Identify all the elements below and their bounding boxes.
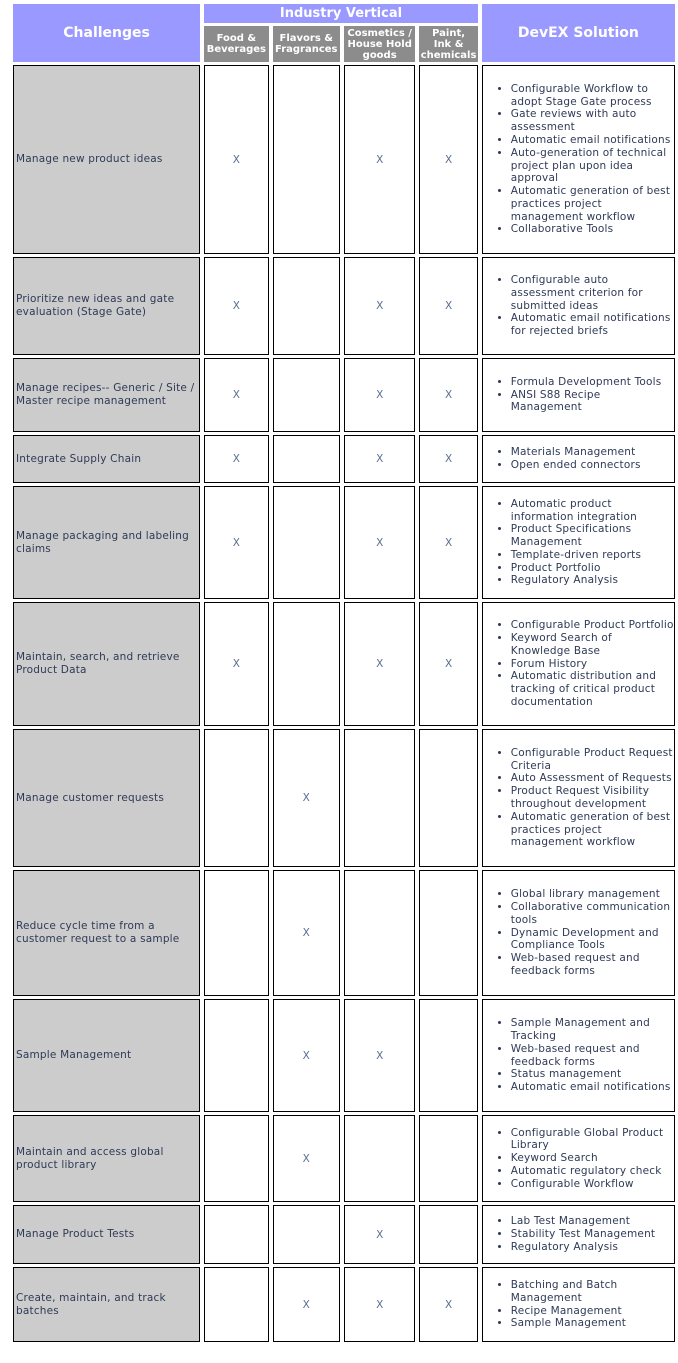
solution-list (483, 747, 674, 849)
solution-cell (482, 358, 675, 432)
solution-item: • Automatic distribution and tracking of critical product documentation (511, 670, 674, 708)
vertical-mark-cell (273, 358, 340, 432)
solution-item: • Gate reviews with auto assessment (511, 108, 674, 134)
challenge-cell: Manage customer requests (13, 729, 200, 867)
table-row (13, 486, 675, 599)
solution-item: • Template-driven reports (511, 549, 674, 562)
x-mark: X (376, 453, 384, 465)
solution-item: • ANSI S88 Recipe Management (511, 389, 674, 415)
vertical-mark-cell (419, 358, 477, 432)
vertical-mark-cell (419, 1205, 477, 1264)
solution-item: • Automatic email notifications (511, 1081, 674, 1094)
table-row (13, 1115, 675, 1202)
solution-item: • Global library management (511, 888, 674, 901)
x-mark: X (376, 1049, 384, 1062)
table-row (13, 257, 675, 355)
vertical-mark-cell (273, 65, 340, 254)
solution-list (483, 376, 674, 414)
solution-cell (482, 999, 675, 1112)
vertical-mark-cell (344, 1115, 415, 1202)
x-mark: X (232, 389, 240, 401)
solution-item: • Sample Management and Tracking (511, 1017, 674, 1043)
vertical-mark-cell (204, 1115, 268, 1202)
x-mark: X (302, 1049, 310, 1062)
solution-item: • Status management (511, 1068, 674, 1081)
vertical-mark-cell (273, 257, 340, 355)
x-mark: X (444, 658, 453, 670)
solution-item: • Web-based request and feedback forms (511, 1043, 674, 1069)
solution-item: • Stability Test Management (511, 1228, 674, 1241)
solution-item: • Regulatory Analysis (511, 574, 674, 587)
challenge-cell: Manage recipes-- Generic / Site / Master recipe management (13, 358, 200, 432)
solution-item: • Product Specifications Management (511, 523, 674, 549)
vertical-mark-cell (419, 999, 477, 1112)
x-mark: X (444, 453, 453, 465)
header-vertical-paint-ink-chemicals: Paint, Ink & chemicals (420, 27, 477, 61)
solution-item: • Automatic generation of best practices project management workflow (511, 185, 674, 223)
vertical-mark-cell (204, 999, 268, 1112)
solution-item: • Formula Development Tools (511, 376, 674, 389)
x-mark: X (376, 153, 384, 166)
solution-cell (482, 729, 675, 867)
solution-item: • Configurable Workflow (511, 1178, 674, 1191)
solution-item: • Product Portfolio (511, 562, 674, 575)
vertical-mark-cell (419, 1267, 477, 1342)
header-vertical-flavors-fragrances: Flavors & Fragrances (273, 26, 340, 62)
solution-item: • Collaborative communication tools (511, 901, 674, 927)
table-row (13, 435, 675, 483)
vertical-mark-cell (204, 602, 268, 726)
solution-item: • Batching and Batch Management (511, 1279, 674, 1305)
vertical-mark-cell (204, 358, 268, 432)
solution-cell (482, 870, 675, 996)
solution-list (483, 446, 674, 472)
x-mark: X (444, 300, 453, 312)
solution-item: • Configurable auto assessment criterion for submitted ideas (511, 274, 674, 312)
table-row (13, 729, 675, 867)
vertical-mark-cell (204, 729, 268, 867)
solution-item: • Auto-generation of technical project plan upon idea approval (511, 147, 674, 185)
solution-cell (482, 257, 675, 355)
vertical-mark-cell (273, 1205, 340, 1264)
vertical-mark-cell (273, 729, 340, 867)
vertical-mark-cell (419, 870, 477, 996)
vertical-mark-cell (273, 870, 340, 996)
challenge-cell: Reduce cycle time from a customer request to a sample (13, 870, 200, 996)
table-row (13, 1205, 675, 1264)
table-row (13, 870, 675, 996)
challenge-cell: Manage new product ideas (13, 65, 200, 254)
x-mark: X (376, 1298, 384, 1311)
table-body (13, 65, 675, 1342)
header-devex-solution: DevEX Solution (482, 4, 675, 62)
solution-item: • Automatic email notifications (511, 134, 674, 147)
x-mark: X (232, 536, 240, 549)
x-mark: X (376, 300, 384, 312)
vertical-mark-cell (204, 870, 268, 996)
table-row (13, 65, 675, 254)
solution-item: • Automatic generation of best practices project management workflow (511, 811, 674, 849)
solution-item: • Open ended connectors (511, 459, 674, 472)
table-row (13, 1267, 675, 1342)
solution-item: • Product Request Visibility throughout development (511, 785, 674, 811)
vertical-mark-cell (344, 358, 415, 432)
x-mark: X (232, 300, 240, 312)
header-industry-vertical: Industry Vertical (204, 4, 478, 23)
x-mark: X (444, 389, 453, 401)
solution-item: • Lab Test Management (511, 1215, 674, 1228)
vertical-mark-cell (419, 486, 477, 599)
vertical-mark-cell (273, 999, 340, 1112)
solution-item: • Sample Management (511, 1317, 674, 1330)
solution-item: • Collaborative Tools (511, 223, 674, 236)
vertical-mark-cell (204, 65, 268, 254)
header-vertical-food-beverages: Food & Beverages (204, 26, 268, 62)
vertical-mark-cell (344, 1205, 415, 1264)
solution-list (483, 1215, 674, 1253)
vertical-mark-cell (419, 1115, 477, 1202)
x-mark: X (302, 1298, 310, 1311)
solution-item: • Automatic product information integration (511, 498, 674, 524)
vertical-mark-cell (344, 602, 415, 726)
solution-list (483, 83, 674, 237)
vertical-mark-cell (344, 729, 415, 867)
vertical-mark-cell (419, 602, 477, 726)
solution-cell (482, 486, 675, 599)
vertical-mark-cell (344, 1267, 415, 1342)
solution-list (483, 1279, 674, 1330)
header-vertical-cosmetics-household: Cosmetics / House Hold goods (344, 26, 415, 62)
solution-item: • Automatic regulatory check (511, 1165, 674, 1178)
vertical-mark-cell (204, 257, 268, 355)
x-mark: X (232, 153, 240, 166)
solution-list (483, 274, 674, 338)
vertical-mark-cell (204, 1267, 268, 1342)
vertical-mark-cell (273, 602, 340, 726)
solution-cell (482, 602, 675, 726)
solution-cell (482, 65, 675, 254)
solution-list (483, 888, 674, 978)
solution-cell (482, 435, 675, 483)
vertical-mark-cell (344, 870, 415, 996)
solution-list (483, 498, 674, 588)
vertical-mark-cell (344, 435, 415, 483)
vertical-mark-cell (419, 435, 477, 483)
solution-item: • Regulatory Analysis (511, 1241, 674, 1254)
solution-item: • Keyword Search of Knowledge Base (511, 632, 674, 658)
vertical-mark-cell (344, 999, 415, 1112)
challenge-cell: Prioritize new ideas and gate evaluation (Stage Gate) (13, 257, 200, 355)
solution-item: • Forum History (511, 658, 674, 671)
challenges-solutions-table (9, 1, 678, 1345)
table-row (13, 999, 675, 1112)
table-row (13, 358, 675, 432)
vertical-mark-cell (344, 65, 415, 254)
solution-item: • Dynamic Development and Compliance Tools (511, 927, 674, 953)
solution-item: • Auto Assessment of Requests (511, 772, 674, 785)
vertical-mark-cell (273, 1267, 340, 1342)
vertical-mark-cell (273, 486, 340, 599)
x-mark: X (376, 1228, 384, 1241)
x-mark: X (376, 389, 384, 401)
solution-item: • Configurable Product Request Criteria (511, 747, 674, 773)
vertical-mark-cell (344, 257, 415, 355)
solution-cell (482, 1115, 675, 1202)
header-challenges: Challenges (13, 4, 200, 62)
challenge-cell: Maintain and access global product library (13, 1115, 200, 1202)
vertical-mark-cell (204, 435, 268, 483)
challenge-cell: Integrate Supply Chain (13, 435, 200, 483)
table-row (13, 602, 675, 726)
vertical-mark-cell (344, 486, 415, 599)
vertical-mark-cell (204, 1205, 268, 1264)
challenge-cell: Sample Management (13, 999, 200, 1112)
solution-item: • Configurable Global Product Library (511, 1127, 674, 1153)
solution-item: • Automatic email notifications for rejected briefs (511, 312, 674, 338)
vertical-mark-cell (204, 486, 268, 599)
x-mark: X (376, 658, 384, 670)
vertical-mark-cell (419, 257, 477, 355)
vertical-mark-cell (273, 435, 340, 483)
x-mark: X (302, 792, 310, 804)
solution-item: • Materials Management (511, 446, 674, 459)
solution-cell (482, 1205, 675, 1264)
solution-item: • Keyword Search (511, 1152, 674, 1165)
solution-item: • Configurable Product Portfolio (511, 619, 674, 632)
vertical-mark-cell (419, 65, 477, 254)
solution-item: • Web-based request and feedback forms (511, 952, 674, 978)
x-mark: X (302, 927, 310, 939)
x-mark: X (232, 658, 240, 670)
x-mark: X (232, 453, 240, 465)
vertical-mark-cell (273, 1115, 340, 1202)
solution-cell (482, 1267, 675, 1342)
challenge-cell: Create, maintain, and track batches (13, 1267, 200, 1342)
x-mark: X (302, 1152, 310, 1165)
solution-list (483, 1127, 674, 1191)
x-mark: X (444, 536, 453, 549)
solution-list (483, 619, 674, 709)
challenge-cell: Manage Product Tests (13, 1205, 200, 1264)
solution-item: • Configurable Workflow to adopt Stage Gate process (511, 83, 674, 109)
challenge-cell: Maintain, search, and retrieve Product Data (13, 602, 200, 726)
x-mark: X (376, 536, 384, 549)
x-mark: X (444, 1298, 453, 1311)
vertical-mark-cell (419, 729, 477, 867)
solution-item: • Recipe Management (511, 1305, 674, 1318)
challenge-cell: Manage packaging and labeling claims (13, 486, 200, 599)
solution-list (483, 1017, 674, 1094)
x-mark: X (444, 153, 453, 166)
